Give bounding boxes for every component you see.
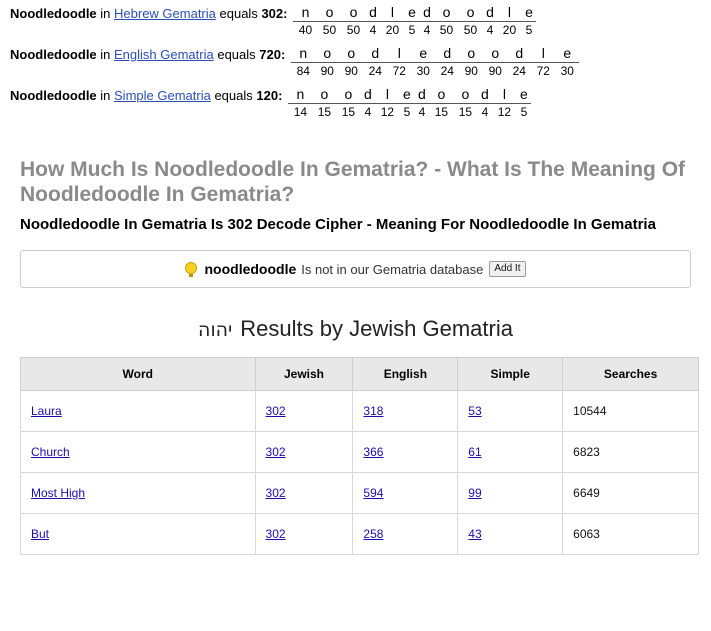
jewish-value-link[interactable]: 302 xyxy=(265,527,286,541)
letter-value-cell: 90 xyxy=(320,64,334,78)
letter-value-cell: 50 xyxy=(439,23,454,37)
column-header-jewish: Jewish xyxy=(255,358,353,391)
letter-value-cell: 4 xyxy=(364,105,372,119)
notice-text: Is not in our Gematria database xyxy=(301,261,484,277)
letter-cell: d xyxy=(364,86,372,102)
word-link[interactable]: Laura xyxy=(31,404,62,418)
letter-value-cell: 4 xyxy=(423,23,431,37)
letter-cell: o xyxy=(325,4,334,20)
letter-value-grid xyxy=(291,45,579,78)
jewish-value-link[interactable]: 302 xyxy=(265,404,286,418)
simple-value-cell xyxy=(458,432,563,473)
english-value-link[interactable]: 594 xyxy=(363,486,384,500)
column-header-searches: Searches xyxy=(563,358,699,391)
simple-value-cell xyxy=(458,391,563,432)
gematria-word: Noodledoodle xyxy=(10,88,97,103)
jewish-value-cell xyxy=(255,432,353,473)
letter-value-cell: 4 xyxy=(486,23,494,37)
simple-value-link[interactable]: 99 xyxy=(468,486,482,500)
english-value-link[interactable]: 366 xyxy=(363,445,384,459)
letter-cell: d xyxy=(443,45,452,61)
results-table xyxy=(20,357,699,555)
letter-cell: n xyxy=(301,4,310,20)
letter-value-cell: 20 xyxy=(502,23,517,37)
letter-cell: o xyxy=(461,86,470,102)
gematria-value: 302: xyxy=(261,6,288,21)
table-row xyxy=(21,473,699,514)
word-cell xyxy=(21,432,256,473)
not-in-database-notice xyxy=(20,250,691,288)
word-cell xyxy=(21,514,256,555)
letter-value-cell: 5 xyxy=(408,23,416,37)
gematria-calculations xyxy=(10,4,701,119)
letter-cell: l xyxy=(385,86,389,102)
letter-cell: n xyxy=(296,86,305,102)
word-cell xyxy=(21,473,256,514)
letter-cell: n xyxy=(299,45,308,61)
gematria-row xyxy=(10,86,701,119)
page-title: How Much Is Noodledoodle In Gematria? - What Is The Meaning Of Noodledoodle In Gematria? xyxy=(20,158,686,206)
searches-cell: 10544 xyxy=(563,391,699,432)
table-row xyxy=(21,391,699,432)
letter-value-cell: 24 xyxy=(368,64,382,78)
letter-cell: e xyxy=(403,86,411,102)
letter-value-cell: 15 xyxy=(341,105,356,119)
letter-value-cell: 4 xyxy=(481,105,489,119)
lightbulb-icon xyxy=(185,262,197,274)
gematria-row-label: Noodledoodle in Hebrew Gematria equals 302: xyxy=(10,6,288,21)
letter-value-cell: 4 xyxy=(418,105,426,119)
english-value-link[interactable]: 318 xyxy=(363,404,384,418)
tetragrammaton-text: יהוה xyxy=(198,319,233,341)
letter-value-cell: 50 xyxy=(322,23,337,37)
word-link[interactable]: Most High xyxy=(31,486,86,500)
letter-cell: o xyxy=(491,45,500,61)
simple-value-link[interactable]: 53 xyxy=(468,404,482,418)
letter-value-cell: 15 xyxy=(434,105,449,119)
letter-cell: e xyxy=(408,4,416,20)
letter-cell: o xyxy=(442,4,451,20)
letter-value-cell: 5 xyxy=(520,105,528,119)
letter-value-cell: 4 xyxy=(369,23,377,37)
letter-value-cell: 40 xyxy=(298,23,313,37)
letter-value-cell: 24 xyxy=(440,64,454,78)
jewish-value-cell xyxy=(255,514,353,555)
gematria-value: 120: xyxy=(256,88,283,103)
jewish-value-cell xyxy=(255,391,353,432)
letter-cell: l xyxy=(507,4,512,20)
letter-value-cell: 90 xyxy=(344,64,358,78)
letter-cell: e xyxy=(563,45,572,61)
table-header-row xyxy=(21,358,699,391)
letter-value-cell: 50 xyxy=(346,23,361,37)
cipher-link[interactable]: English Gematria xyxy=(114,47,214,62)
gematria-word: Noodledoodle xyxy=(10,47,97,62)
letter-cell: o xyxy=(347,45,356,61)
english-value-cell xyxy=(353,473,458,514)
letter-value-cell: 24 xyxy=(512,64,526,78)
english-value-link[interactable]: 258 xyxy=(363,527,384,541)
add-it-button[interactable]: Add It xyxy=(489,261,525,277)
letter-cell: e xyxy=(520,86,528,102)
letter-value-cell: 15 xyxy=(458,105,473,119)
simple-value-link[interactable]: 43 xyxy=(468,527,482,541)
letter-cell: o xyxy=(320,86,329,102)
letter-value-cell: 14 xyxy=(293,105,308,119)
letter-cell: o xyxy=(467,45,476,61)
letter-cell: l xyxy=(541,45,545,61)
letter-cell: o xyxy=(349,4,358,20)
letter-cell: o xyxy=(466,4,475,20)
letter-cell: l xyxy=(390,4,395,20)
table-row xyxy=(21,432,699,473)
word-cell xyxy=(21,391,256,432)
letter-value-cell: 84 xyxy=(296,64,310,78)
searches-cell: 6823 xyxy=(563,432,699,473)
letter-value-cell: 5 xyxy=(403,105,411,119)
page-content xyxy=(0,4,711,555)
letter-cell: d xyxy=(418,86,426,102)
letter-value-cell: 50 xyxy=(463,23,478,37)
letter-value-cell: 30 xyxy=(560,64,574,78)
letter-value-cell: 12 xyxy=(497,105,512,119)
letter-value-cell: 15 xyxy=(317,105,332,119)
notice-word: noodledoodle xyxy=(204,261,297,277)
letter-cell: e xyxy=(525,4,533,20)
jewish-value-link[interactable]: 302 xyxy=(265,486,286,500)
letter-cell: o xyxy=(344,86,353,102)
gematria-row-label: Noodledoodle in Simple Gematria equals 120: xyxy=(10,88,283,103)
gematria-row xyxy=(10,45,701,78)
letter-cell: l xyxy=(502,86,506,102)
word-link[interactable]: Church xyxy=(31,445,70,459)
results-heading xyxy=(10,316,701,343)
gematria-row xyxy=(10,4,701,37)
letter-cell: o xyxy=(437,86,446,102)
letter-cell: d xyxy=(486,4,494,20)
simple-value-cell xyxy=(458,514,563,555)
letter-cell: e xyxy=(419,45,428,61)
column-header-simple: Simple xyxy=(458,358,563,391)
searches-cell: 6063 xyxy=(563,514,699,555)
letter-cell: d xyxy=(515,45,524,61)
gematria-value: 720: xyxy=(259,47,286,62)
letter-value-cell: 72 xyxy=(536,64,550,78)
letter-value-cell: 12 xyxy=(380,105,395,119)
gematria-row-label: Noodledoodle in English Gematria equals 720: xyxy=(10,47,286,62)
results-title: Results by Jewish Gematria xyxy=(240,316,513,341)
page-subtitle: Noodledoodle In Gematria Is 302 Decode Cipher - Meaning For Noodledoodle In Gematria xyxy=(20,216,656,233)
simple-value-cell xyxy=(458,473,563,514)
letter-cell: d xyxy=(423,4,431,20)
english-value-cell xyxy=(353,514,458,555)
english-value-cell xyxy=(353,391,458,432)
cipher-link[interactable]: Simple Gematria xyxy=(114,88,211,103)
cipher-link[interactable]: Hebrew Gematria xyxy=(114,6,216,21)
letter-value-cell: 72 xyxy=(392,64,406,78)
word-link[interactable]: But xyxy=(31,527,50,541)
letter-value-grid xyxy=(293,4,536,37)
english-value-cell xyxy=(353,432,458,473)
letter-cell: d xyxy=(369,4,377,20)
letter-cell: d xyxy=(371,45,380,61)
letter-value-cell: 5 xyxy=(525,23,533,37)
table-row xyxy=(21,514,699,555)
letter-value-grid xyxy=(288,86,531,119)
column-header-english: English xyxy=(353,358,458,391)
letter-value-cell: 30 xyxy=(416,64,430,78)
jewish-value-link[interactable]: 302 xyxy=(265,445,286,459)
letter-cell: l xyxy=(397,45,401,61)
simple-value-link[interactable]: 61 xyxy=(468,445,482,459)
letter-value-cell: 90 xyxy=(488,64,502,78)
jewish-value-cell xyxy=(255,473,353,514)
letter-value-cell: 20 xyxy=(385,23,400,37)
letter-cell: o xyxy=(323,45,332,61)
letter-value-cell: 90 xyxy=(464,64,478,78)
letter-cell: d xyxy=(481,86,489,102)
searches-cell: 6649 xyxy=(563,473,699,514)
gematria-word: Noodledoodle xyxy=(10,6,97,21)
column-header-word: Word xyxy=(21,358,256,391)
